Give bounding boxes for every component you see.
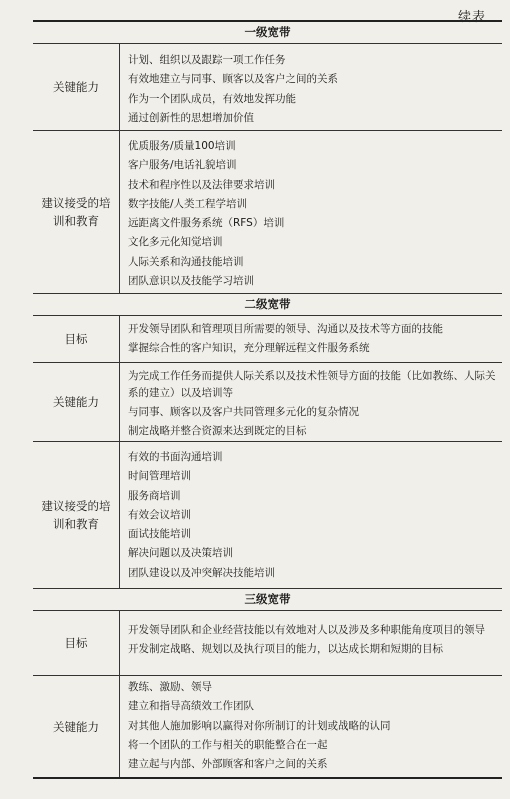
table-row <box>33 611 502 676</box>
table-row <box>33 442 502 589</box>
row-label: 目标 <box>33 316 120 362</box>
list-item: 通过创新性的思想增加价值 <box>128 111 254 124</box>
row-label: 建议接受的培训和教育 <box>33 131 120 293</box>
list-item: 为完成工作任务而提供人际关系以及技术性领导方面的技能（比如教练、人际关系的建立）以及培训等 <box>128 370 496 399</box>
list-item: 对其他人施加影响以赢得对你所制订的计划或战略的认同 <box>128 719 391 732</box>
table-row <box>33 363 502 442</box>
row-label: 关键能力 <box>33 676 120 777</box>
row-label: 关键能力 <box>33 44 120 130</box>
row-items <box>120 316 502 362</box>
table-row <box>33 676 502 777</box>
list-item: 有效会议培训 <box>128 508 191 521</box>
list-item: 客户服务/电话礼貌培训 <box>128 159 237 172</box>
list-item: 时间管理培训 <box>128 470 191 483</box>
list-item: 数字技能/人类工程学培训 <box>128 197 248 210</box>
list-item: 建立起与内部、外部顾客和客户之间的关系 <box>128 758 328 771</box>
row-items <box>120 131 502 293</box>
row-items <box>120 363 502 441</box>
list-item: 有效的书面沟通培训 <box>128 451 223 463</box>
list-item: 制定战略并整合资源来达到既定的目标 <box>128 425 307 438</box>
list-item: 团队意识以及技能学习培训 <box>128 275 254 288</box>
list-item: 团队建设以及冲突解决技能培训 <box>128 566 275 579</box>
list-item: 解决问题以及决策培训 <box>128 547 233 560</box>
row-items <box>120 676 502 777</box>
list-item: 开发领导团队和企业经营技能以有效地对人以及涉及多种职能角度项目的领导 <box>128 624 485 636</box>
list-item: 与同事、顾客以及客户共同管理多元化的复杂情况 <box>128 406 359 418</box>
continued-label: 续表 <box>457 10 486 25</box>
row-items <box>120 442 502 588</box>
list-item: 技术和程序性以及法律要求培训 <box>128 178 275 191</box>
list-item: 服务商培训 <box>128 489 181 502</box>
row-items <box>120 44 502 130</box>
list-item: 远距离文件服务系统（RFS）培训 <box>128 217 285 230</box>
row-items <box>120 611 502 675</box>
list-item: 开发领导团队和管理项目所需要的领导、沟通以及技术等方面的技能 <box>128 323 443 335</box>
row-label: 建议接受的培训和教育 <box>33 442 120 588</box>
table-row <box>33 44 502 131</box>
row-label: 目标 <box>33 611 120 675</box>
list-item: 将一个团队的工作与相关的职能整合在一起 <box>128 738 328 751</box>
list-item: 面试技能培训 <box>128 528 191 541</box>
table-row <box>33 131 502 294</box>
list-item: 作为一个团队成员，有效地发挥功能 <box>128 92 296 105</box>
band-header-level-3: 三级宽带 <box>33 589 502 611</box>
list-item: 有效地建立与同事、顾客以及客户之间的关系 <box>128 73 338 86</box>
table-row <box>33 316 502 363</box>
list-item: 开发制定战略、规划以及执行项目的能力，以达成长期和短期的目标 <box>128 643 443 656</box>
list-item: 人际关系和沟通技能培训 <box>128 255 244 268</box>
list-item: 优质服务/质量100培训 <box>128 140 236 152</box>
band-header-level-1: 一级宽带 <box>33 22 502 44</box>
list-item: 计划、组织以及跟踪一项工作任务 <box>128 54 286 66</box>
list-item: 掌握综合性的客户知识，充分理解远程文件服务系统 <box>128 342 370 355</box>
list-item: 教练、激励、领导 <box>128 681 212 693</box>
list-item: 文化多元化知觉培训 <box>128 236 223 249</box>
list-item: 建立和指导高绩效工作团队 <box>128 700 254 713</box>
band-header-level-2: 二级宽带 <box>33 294 502 316</box>
row-label: 关键能力 <box>33 363 120 441</box>
broadband-training-table <box>33 20 502 779</box>
